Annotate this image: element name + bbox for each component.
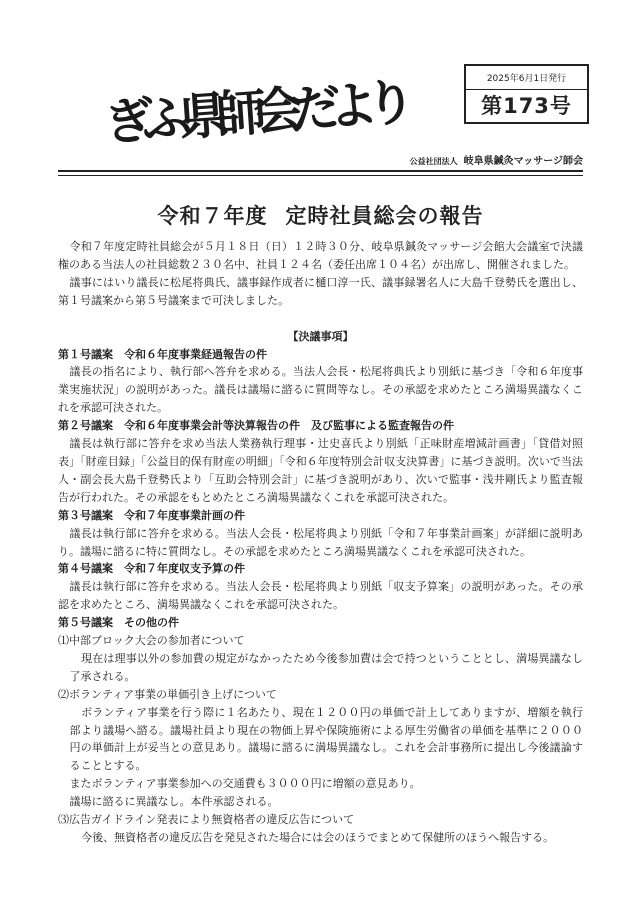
- logo-text: ぎふ県師会だより: [102, 71, 418, 150]
- subitem-title: ⑵ボランティア事業の単価引き上げについて: [58, 687, 277, 701]
- subitem-text: 現在は理事以外の参加費の規定がなかったため今後参加費は会で持つということとし、満場異議なし了承される。: [69, 651, 583, 683]
- subitem-text: またボランティア事業参加への交通費も３０００円に増額の意見あり。: [69, 777, 421, 791]
- agenda-text: 議長は執行部に答弁を求める。当法人会長・松尾将典より別紙「令和７年事業計画案」が詳細に説明あり。議場に諮るに特に質問なし。その承認を求めたところ満場異議なくこれを承認可決された。: [58, 526, 583, 558]
- agenda-text: 議長は執行部に答弁を求める。当法人会長・松尾将典より別紙「収支予算案」の説明があった。その承認を求めたところ、満場異議なくこれを承認可決された。: [58, 580, 583, 612]
- article-title: [58, 200, 583, 230]
- agenda-heading: 第３号議案 令和７年度事業計画の件: [58, 508, 245, 522]
- article-title-main: 定時社員総会の報告: [285, 204, 484, 228]
- agenda-heading: 第２号議案 令和６年度事業会計等決算報告の件 及び監事による監査報告の件: [58, 419, 454, 433]
- agenda-heading: 第５号議案 その他の件: [58, 616, 179, 630]
- article-title-year: 令和７年度: [157, 204, 268, 228]
- publisher-name: 岐阜県鍼灸マッサージ師会: [463, 156, 583, 167]
- publisher: [410, 152, 583, 167]
- subitem-text: ボランティア事業を行う際に１名あたり、現在１２００円の単価で計上してありますが、増額を執行部より議場へ諮る。議場社員より現在の物価上昇や保険施術による厚生労働省の単価を基準に２０００円の単価計上が妥当との意見あり。議場に諮るに満場異議なし。これを会計事務所に提出し今後議論することとする。: [69, 705, 583, 773]
- header-rule-thick: [58, 170, 583, 172]
- intro-paragraph: 議事にはいり議長に松尾将典氏、議事録作成者に樋口淳一氏、議事録署名人に大島千登勢氏を選出し、第１号議案から第５号議案まで可決しました。: [58, 275, 583, 307]
- subitem-title: ⑴中部ブロック大会の参加者について: [58, 634, 245, 648]
- agenda-heading: 第４号議案 令和７年度収支予算の件: [58, 562, 245, 576]
- newsletter-logo: [102, 64, 422, 150]
- header-rule-thin: [58, 175, 583, 176]
- issue-info-box: [464, 64, 589, 124]
- publisher-type: 公益社団法人: [409, 157, 458, 166]
- issue-date: 2025年6月1日発行: [466, 71, 587, 90]
- masthead: [58, 62, 583, 170]
- subitem-text: 今後、無資格者の違反広告を発見された場合には会のほうでまとめて保健所のほうへ報告する。: [81, 831, 555, 844]
- intro-paragraph: 令和７年度定時社員総会が５月１８日（日）１２時３０分、岐阜県鍼灸マッサージ会館大会議室で決議権のある当法人の社員総数２３０名中、社員１２４名（委任出席１０４名）が出席し、開催されました。: [58, 240, 583, 271]
- agenda-heading: 第１号議案 令和６年度事業経過報告の件: [58, 347, 267, 361]
- resolutions-heading: 【決議事項】: [287, 329, 354, 343]
- agenda-text: 議長の指名により、執行部へ答弁を求める。当法人会長・松尾将典氏より別紙に基づき「令和６年度事業実施状況」の説明があった。議長は議場に諮るに質問等なし。その承認を求めたところ満場異議なくこれを承認可決された。: [58, 365, 583, 415]
- agenda-text: 議長は執行部に答弁を求め当法人業務執行理事・辻史喜氏より別紙「正味財産増減計画書」「貸借対照表」「財産目録」「公益目的保有財産の明細」「令和６年度特別会計収支決算書」に基づき説明。次いで当法人・副会長大島千登勢氏より「互助会特別会計」に基づき説明があり、次いで監事・浅井剛氏より監査報告が行われた。その承認をもとめたところ満場異議なくこれを承認可決された。: [58, 437, 583, 504]
- logo-calligraphy: [102, 64, 422, 150]
- issue-number: 第173号: [481, 94, 572, 118]
- subitem-title: ⑶広告ガイドライン発表により無資格者の違反広告について: [58, 813, 355, 827]
- subitem-text: 議場に諮るに異議なし。本件承認される。: [69, 795, 279, 809]
- article-body: [58, 238, 583, 847]
